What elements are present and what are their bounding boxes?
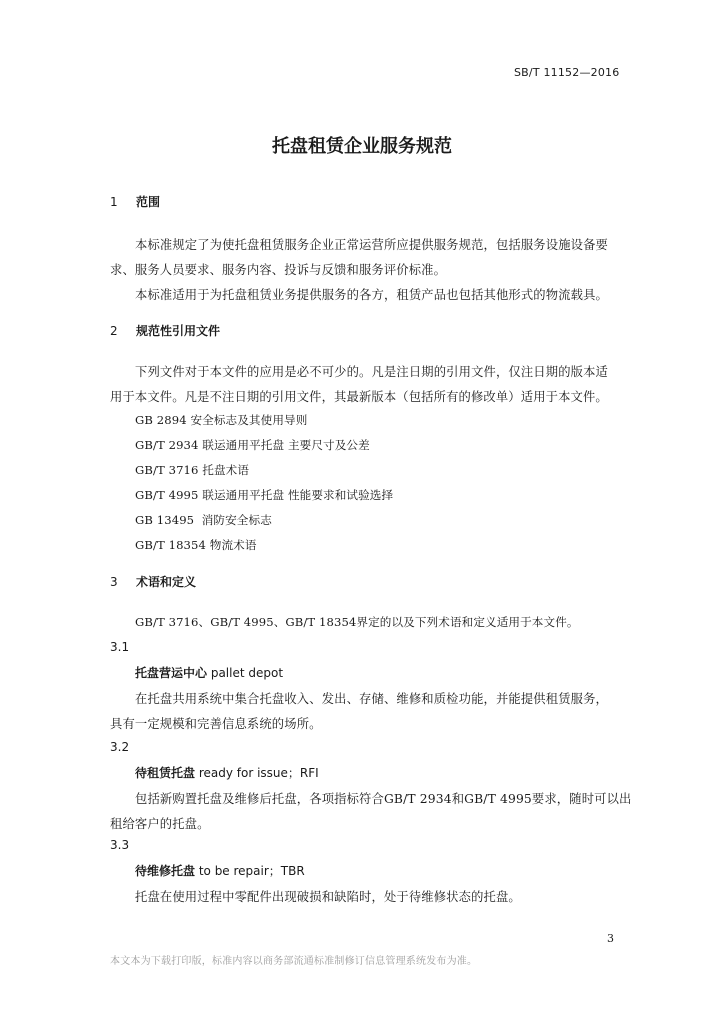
section-1-title: 范围 xyxy=(136,195,161,209)
term-definition-line-2: 租给客户的托盘。 xyxy=(110,817,210,831)
term-definition-line-1: 在托盘共用系统中集合托盘收入、发出、存储、维修和质检功能，并能提供租赁服务， xyxy=(135,692,608,706)
term-name-en: ready for issue；RFI xyxy=(195,766,319,780)
term-name-zh: 待租赁托盘 xyxy=(135,766,196,780)
section-2-paragraph-line-2: 用于本文件。凡是不注日期的引用文件，其最新版本（包括所有的修改单）适用于本文件。 xyxy=(110,390,608,404)
term-definition-line-1: 托盘在使用过程中零配件出现破损和缺陷时，处于待维修状态的托盘。 xyxy=(135,890,521,904)
section-1-paragraph-1-line-2: 求、服务人员要求、服务内容、投诉与反馈和服务评价标准。 xyxy=(110,263,447,277)
term-name-en: pallet depot xyxy=(207,666,284,680)
term-heading xyxy=(135,862,305,879)
reference-item: GB/T 3716 托盘术语 xyxy=(135,463,250,477)
term-name-en: to be repair；TBR xyxy=(195,864,305,878)
reference-item: GB 13495 消防安全标志 xyxy=(135,513,272,527)
section-3-intro: GB/T 3716、GB/T 4995、GB/T 18354界定的以及下列术语和定义适用于本文件。 xyxy=(135,615,579,629)
section-1-paragraph-2: 本标准适用于为托盘租赁业务提供服务的各方，租赁产品也包括其他形式的物流载具。 xyxy=(135,288,608,302)
footer-note: 本文本为下载打印版，标准内容以商务部流通标准制修订信息管理系统发布为准。 xyxy=(110,956,478,967)
clause-number: 3.1 xyxy=(110,640,130,654)
clause-number: 3.2 xyxy=(110,740,130,754)
page-number: 3 xyxy=(607,932,614,945)
term-name-zh: 托盘营运中心 xyxy=(135,666,208,680)
term-heading xyxy=(135,664,283,681)
section-2-paragraph-line-1: 下列文件对于本文件的应用是必不可少的。凡是注日期的引用文件，仅注日期的版本适 xyxy=(135,365,608,379)
section-3-heading xyxy=(110,573,196,590)
section-2-number: 2 xyxy=(110,324,118,338)
section-3-number: 3 xyxy=(110,575,118,589)
section-3-title: 术语和定义 xyxy=(136,575,197,589)
reference-item: GB/T 2934 联运通用平托盘 主要尺寸及公差 xyxy=(135,438,370,452)
section-1-number: 1 xyxy=(110,195,118,209)
term-definition-line-2: 具有一定规模和完善信息系统的场所。 xyxy=(110,717,322,731)
reference-item: GB 2894 安全标志及其使用导则 xyxy=(135,413,308,427)
section-2-title: 规范性引用文件 xyxy=(136,324,221,338)
section-1-heading xyxy=(110,193,160,210)
term-heading xyxy=(135,764,319,781)
page-title: 托盘租赁企业服务规范 xyxy=(272,136,452,157)
clause-number: 3.3 xyxy=(110,838,130,852)
section-2-heading xyxy=(110,322,220,339)
standard-number: SB/T 11152—2016 xyxy=(514,66,620,79)
reference-item: GB/T 4995 联运通用平托盘 性能要求和试验选择 xyxy=(135,488,394,502)
reference-item: GB/T 18354 物流术语 xyxy=(135,538,257,552)
term-definition-line-1: 包括新购置托盘及维修后托盘，各项指标符合GB/T 2934和GB/T 4995要求，随时可以出 xyxy=(135,792,632,806)
section-1-paragraph-1-line-1: 本标准规定了为使托盘租赁服务企业正常运营所应提供服务规范，包括服务设施设备要 xyxy=(135,238,608,252)
term-name-zh: 待维修托盘 xyxy=(135,864,196,878)
